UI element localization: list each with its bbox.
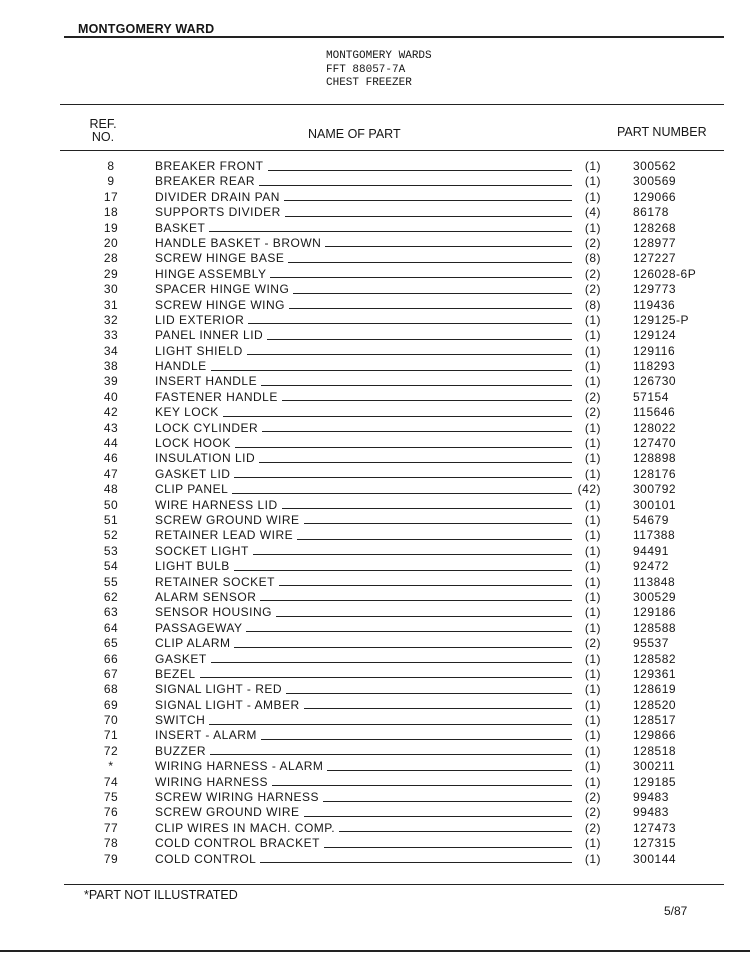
part-name: SUPPORTS DIVIDER: [155, 205, 285, 219]
ref-number: 79: [103, 851, 119, 866]
part-row: [0, 405, 750, 420]
quantity: (2): [584, 266, 601, 281]
part-row: [0, 498, 750, 513]
part-row: [0, 313, 750, 328]
part-number: 129361: [633, 666, 677, 681]
quantity: (1): [584, 543, 601, 558]
part-number: 128582: [633, 651, 677, 666]
ref-number: 54: [103, 559, 119, 574]
part-row: [0, 267, 750, 282]
ref-number: 28: [103, 251, 119, 266]
quantity: (2): [584, 805, 601, 820]
part-row: [0, 852, 750, 867]
part-name-cell: [155, 221, 575, 236]
part-row: [0, 575, 750, 590]
part-row: [0, 621, 750, 636]
quantity: (1): [584, 436, 601, 451]
header-rule-upper: [60, 104, 724, 105]
part-number: 300569: [633, 174, 677, 189]
part-number: 128176: [633, 466, 677, 481]
part-name: SWITCH: [155, 713, 209, 727]
quantity: (1): [584, 512, 601, 527]
quantity: (1): [584, 743, 601, 758]
ref-number: 50: [103, 497, 119, 512]
quantity: (1): [584, 159, 601, 173]
part-name: DIVIDER DRAIN PAN: [155, 190, 284, 204]
part-row: [0, 421, 750, 436]
part-row: [0, 590, 750, 605]
part-name-cell: [155, 174, 575, 189]
part-name-cell: [155, 436, 575, 451]
model-line-1: MONTGOMERY WARDS: [326, 50, 432, 62]
part-number-header: PART NUMBER: [617, 125, 707, 139]
part-number: 129125-P: [633, 312, 690, 327]
part-row: [0, 605, 750, 620]
footnote: *PART NOT ILLUSTRATED: [84, 888, 238, 902]
quantity: (1): [584, 774, 601, 789]
part-row: [0, 821, 750, 836]
part-row: [0, 374, 750, 389]
quantity: (1): [584, 836, 601, 851]
part-name-cell: [155, 775, 575, 790]
ref-number: 31: [103, 297, 119, 312]
part-name: INSERT HANDLE: [155, 374, 261, 388]
part-name: CLIP ALARM: [155, 636, 234, 650]
quantity: (2): [584, 405, 601, 420]
part-name: BEZEL: [155, 667, 200, 681]
part-name-cell: [155, 267, 575, 282]
part-number: 300792: [633, 482, 677, 497]
ref-number: 40: [103, 389, 119, 404]
part-row: [0, 559, 750, 574]
quantity: (2): [584, 389, 601, 404]
quantity: (1): [584, 528, 601, 543]
ref-number: 65: [103, 636, 119, 651]
part-number: 129773: [633, 282, 677, 297]
ref-number: 8: [107, 159, 115, 173]
top-rule: [64, 36, 724, 38]
quantity: (4): [584, 205, 601, 220]
part-number: 99483: [633, 805, 669, 820]
part-name: PASSAGEWAY: [155, 621, 246, 635]
part-name: LID EXTERIOR: [155, 313, 248, 327]
part-name-cell: [155, 713, 575, 728]
part-row: [0, 759, 750, 774]
part-name-cell: [155, 836, 575, 851]
part-name-cell: [155, 421, 575, 436]
ref-number: 33: [103, 328, 119, 343]
part-name-cell: [155, 652, 575, 667]
part-name-cell: [155, 698, 575, 713]
part-row: [0, 667, 750, 682]
part-row: [0, 636, 750, 651]
part-number: 129066: [633, 189, 677, 204]
ref-number: 72: [103, 743, 119, 758]
ref-number: 53: [103, 543, 119, 558]
ref-number: 43: [103, 420, 119, 435]
part-name: BASKET: [155, 221, 209, 235]
part-name-cell: [155, 759, 575, 774]
quantity: (1): [584, 682, 601, 697]
part-name-cell: [155, 482, 575, 497]
quantity: (1): [584, 559, 601, 574]
name-of-part-header: NAME OF PART: [308, 127, 401, 141]
part-number: 300144: [633, 851, 677, 866]
part-row: [0, 805, 750, 820]
part-name-cell: [155, 251, 575, 266]
ref-number: 71: [103, 728, 119, 743]
quantity: (1): [584, 497, 601, 512]
part-row: [0, 359, 750, 374]
part-row: [0, 544, 750, 559]
ref-number: 63: [103, 605, 119, 620]
part-name-cell: [155, 682, 575, 697]
part-number: 127315: [633, 836, 677, 851]
header-rule-lower: [60, 150, 724, 151]
ref-number: 38: [103, 359, 119, 374]
ref-header-line1: REF.: [89, 117, 117, 131]
ref-header-line2: NO.: [91, 130, 115, 144]
ref-number: 55: [103, 574, 119, 589]
part-row: [0, 251, 750, 266]
part-name: FASTENER HANDLE: [155, 390, 282, 404]
ref-number: 62: [103, 589, 119, 604]
part-name: INSULATION LID: [155, 451, 259, 465]
part-name-cell: [155, 282, 575, 297]
quantity: (1): [584, 851, 601, 866]
quantity: (1): [584, 420, 601, 435]
part-name: RETAINER LEAD WIRE: [155, 528, 297, 542]
part-row: [0, 728, 750, 743]
part-name: RETAINER SOCKET: [155, 575, 279, 589]
part-name-cell: [155, 405, 575, 420]
part-name-cell: [155, 605, 575, 620]
part-name: BREAKER FRONT: [155, 159, 268, 173]
part-name: BREAKER REAR: [155, 174, 259, 188]
ref-number: 75: [103, 790, 119, 805]
part-name: CLIP WIRES IN MACH. COMP.: [155, 821, 339, 835]
part-number: 128518: [633, 743, 677, 758]
quantity: (1): [584, 174, 601, 189]
part-name: COLD CONTROL: [155, 852, 260, 866]
part-name-cell: [155, 498, 575, 513]
part-name-cell: [155, 205, 575, 220]
quantity: (1): [584, 759, 601, 774]
part-number: 128977: [633, 235, 677, 250]
part-number: 129116: [633, 343, 676, 358]
part-row: [0, 790, 750, 805]
part-name-cell: [155, 513, 575, 528]
quantity: (1): [584, 620, 601, 635]
ref-number: 77: [103, 820, 119, 835]
part-number: 300562: [633, 159, 677, 173]
part-row: [0, 451, 750, 466]
part-row: [0, 513, 750, 528]
part-number: 129866: [633, 728, 677, 743]
part-number: 128619: [633, 682, 677, 697]
part-row: [0, 328, 750, 343]
part-number: 128588: [633, 620, 677, 635]
part-name-cell: [155, 467, 575, 482]
ref-number: 29: [103, 266, 119, 281]
part-row: [0, 467, 750, 482]
ref-number: 46: [103, 451, 119, 466]
part-name-cell: [155, 313, 575, 328]
part-name-cell: [155, 559, 575, 574]
part-row: [0, 482, 750, 497]
part-number: 129186: [633, 605, 677, 620]
part-name: LIGHT SHIELD: [155, 344, 247, 358]
quantity: (42): [577, 482, 601, 497]
ref-number: 64: [103, 620, 119, 635]
ref-number: 76: [103, 805, 119, 820]
part-number: 115646: [633, 405, 676, 420]
part-name-cell: [155, 298, 575, 313]
ref-number: 47: [103, 466, 119, 481]
quantity: (1): [584, 713, 601, 728]
ref-number: 17: [103, 189, 119, 204]
ref-number: 67: [103, 666, 119, 681]
part-name-cell: [155, 575, 575, 590]
part-number: 127470: [633, 436, 677, 451]
part-name: INSERT - ALARM: [155, 728, 261, 742]
part-number: 118293: [633, 359, 676, 374]
parts-list: [0, 159, 750, 867]
part-number: 128520: [633, 697, 677, 712]
part-name-cell: [155, 236, 575, 251]
page-bottom-rule: [0, 950, 750, 952]
part-name-cell: [155, 667, 575, 682]
quantity: (1): [584, 466, 601, 481]
part-name-cell: [155, 590, 575, 605]
part-row: [0, 836, 750, 851]
part-row: [0, 713, 750, 728]
part-number: 57154: [633, 389, 669, 404]
ref-number: 42: [103, 405, 119, 420]
page-date: 5/87: [664, 904, 688, 918]
part-number: 129124: [633, 328, 677, 343]
part-name: ALARM SENSOR: [155, 590, 260, 604]
quantity: (1): [584, 589, 601, 604]
part-name: SCREW HINGE WING: [155, 298, 289, 312]
quantity: (1): [584, 451, 601, 466]
part-name: SCREW GROUND WIRE: [155, 805, 304, 819]
part-row: [0, 744, 750, 759]
part-number: 300211: [633, 759, 676, 774]
quantity: (1): [584, 728, 601, 743]
part-row: [0, 390, 750, 405]
part-name-cell: [155, 328, 575, 343]
part-name: SCREW GROUND WIRE: [155, 513, 304, 527]
ref-number: 66: [103, 651, 119, 666]
part-name-cell: [155, 805, 575, 820]
ref-number: 18: [103, 205, 119, 220]
part-name-cell: [155, 344, 575, 359]
quantity: (8): [584, 251, 601, 266]
part-name: GASKET: [155, 652, 211, 666]
part-name-cell: [155, 190, 575, 205]
part-row: [0, 682, 750, 697]
part-name: LIGHT BULB: [155, 559, 234, 573]
ref-number: 20: [103, 235, 119, 250]
part-name-cell: [155, 359, 575, 374]
part-name: SCREW WIRING HARNESS: [155, 790, 323, 804]
part-name: SPACER HINGE WING: [155, 282, 293, 296]
quantity: (1): [584, 666, 601, 681]
part-name: GASKET LID: [155, 467, 234, 481]
quantity: (1): [584, 605, 601, 620]
ref-number: 78: [103, 836, 119, 851]
part-name: PANEL INNER LID: [155, 328, 267, 342]
part-name-cell: [155, 728, 575, 743]
part-row: [0, 652, 750, 667]
ref-number: 48: [103, 482, 119, 497]
part-name: SENSOR HOUSING: [155, 605, 276, 619]
ref-number: 52: [103, 528, 119, 543]
part-number: 94491: [633, 543, 669, 558]
part-number: 300101: [633, 497, 677, 512]
quantity: (1): [584, 359, 601, 374]
part-row: [0, 174, 750, 189]
part-row: [0, 775, 750, 790]
quantity: (1): [584, 651, 601, 666]
ref-number: 39: [103, 374, 119, 389]
quantity: (2): [584, 282, 601, 297]
part-name: LOCK CYLINDER: [155, 421, 262, 435]
part-name: SIGNAL LIGHT - AMBER: [155, 698, 304, 712]
quantity: (1): [584, 374, 601, 389]
part-name: SOCKET LIGHT: [155, 544, 253, 558]
ref-number: 68: [103, 682, 119, 697]
bottom-rule: [64, 884, 724, 885]
part-number: 54679: [633, 512, 669, 527]
part-number: 95537: [633, 636, 669, 651]
part-name-cell: [155, 621, 575, 636]
part-number: 126028-6P: [633, 266, 697, 281]
quantity: (1): [584, 189, 601, 204]
part-name-cell: [155, 451, 575, 466]
part-name: LOCK HOOK: [155, 436, 235, 450]
model-line-2: FFT 88057-7A: [326, 63, 406, 76]
quantity: (1): [584, 328, 601, 343]
quantity: (1): [584, 312, 601, 327]
part-name: WIRING HARNESS - ALARM: [155, 759, 327, 773]
ref-number: *: [108, 759, 114, 774]
quantity: (1): [584, 697, 601, 712]
part-name: COLD CONTROL BRACKET: [155, 836, 324, 850]
part-row: [0, 344, 750, 359]
quantity: (2): [584, 636, 601, 651]
part-number: 86178: [633, 205, 669, 220]
part-name-cell: [155, 544, 575, 559]
part-number: 128517: [633, 713, 677, 728]
quantity: (1): [584, 220, 601, 235]
quantity: (2): [584, 790, 601, 805]
part-row: [0, 698, 750, 713]
part-row: [0, 205, 750, 220]
part-name: WIRING HARNESS: [155, 775, 272, 789]
quantity: (1): [584, 343, 601, 358]
ref-number: 44: [103, 436, 119, 451]
ref-number: 30: [103, 282, 119, 297]
quantity: (1): [584, 574, 601, 589]
part-name: CLIP PANEL: [155, 482, 232, 496]
part-number: 127227: [633, 251, 677, 266]
part-row: [0, 436, 750, 451]
part-number: 128268: [633, 220, 677, 235]
brand-title: MONTGOMERY WARD: [78, 22, 215, 36]
part-name-cell: [155, 374, 575, 389]
part-row: [0, 528, 750, 543]
part-name-cell: [155, 790, 575, 805]
part-name: BUZZER: [155, 744, 210, 758]
ref-number: 69: [103, 697, 119, 712]
part-number: 113848: [633, 574, 676, 589]
part-row: [0, 159, 750, 174]
part-number: 119436: [633, 297, 676, 312]
quantity: (2): [584, 235, 601, 250]
part-row: [0, 236, 750, 251]
part-name-cell: [155, 159, 575, 174]
part-number: 99483: [633, 790, 669, 805]
part-name: HANDLE: [155, 359, 211, 373]
part-number: 92472: [633, 559, 669, 574]
ref-number: 34: [103, 343, 119, 358]
part-number: 127473: [633, 820, 677, 835]
ref-number: 70: [103, 713, 119, 728]
part-name: SIGNAL LIGHT - RED: [155, 682, 286, 696]
part-name-cell: [155, 528, 575, 543]
part-row: [0, 221, 750, 236]
quantity: (2): [584, 820, 601, 835]
part-name: HINGE ASSEMBLY: [155, 267, 270, 281]
part-row: [0, 282, 750, 297]
ref-number: 19: [103, 220, 119, 235]
ref-no-header: [88, 118, 118, 144]
part-number: 300529: [633, 589, 677, 604]
part-name-cell: [155, 852, 575, 867]
ref-number: 51: [103, 512, 119, 527]
part-name: SCREW HINGE BASE: [155, 251, 288, 265]
ref-number: 74: [103, 774, 119, 789]
model-line-3: CHEST FREEZER: [326, 77, 412, 89]
part-number: 128022: [633, 420, 677, 435]
part-number: 126730: [633, 374, 677, 389]
part-number: 129185: [633, 774, 677, 789]
part-name-cell: [155, 744, 575, 759]
quantity: (8): [584, 297, 601, 312]
part-name-cell: [155, 636, 575, 651]
part-row: [0, 190, 750, 205]
part-name-cell: [155, 821, 575, 836]
part-number: 117388: [633, 528, 676, 543]
part-number: 128898: [633, 451, 677, 466]
part-row: [0, 298, 750, 313]
part-name-cell: [155, 390, 575, 405]
part-name: KEY LOCK: [155, 405, 223, 419]
part-name: HANDLE BASKET - BROWN: [155, 236, 325, 250]
ref-number: 9: [107, 174, 115, 189]
ref-number: 32: [103, 312, 119, 327]
part-name: WIRE HARNESS LID: [155, 498, 282, 512]
model-block: [326, 50, 432, 91]
